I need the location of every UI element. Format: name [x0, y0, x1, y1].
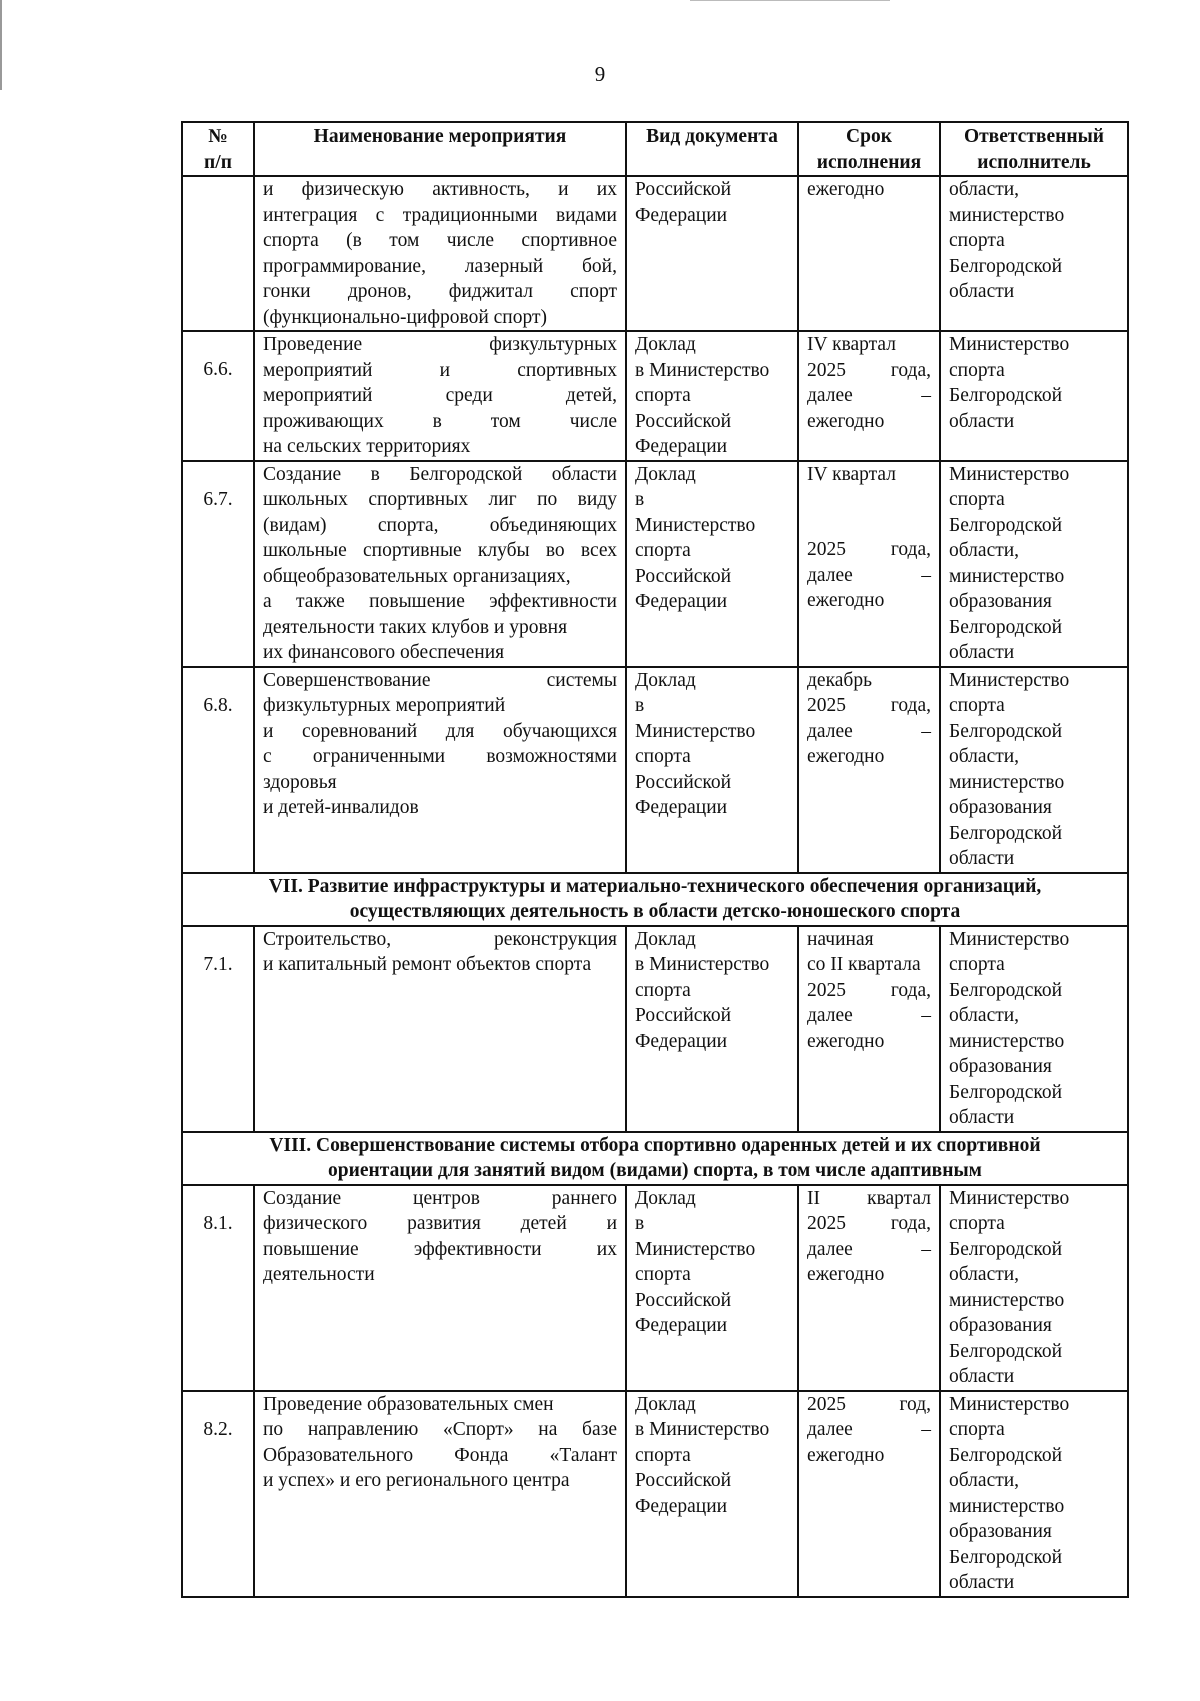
text-line: Российской [635, 565, 732, 587]
text-line: Министерство [949, 334, 1070, 355]
text-line: школьных спортивных лиг по виду [263, 489, 617, 510]
text-line: 2025 года, [807, 695, 931, 716]
text-line: министерство [949, 1289, 1065, 1311]
text-line: Белгородской [949, 616, 1063, 638]
text-line: физического развития детей и [263, 1213, 617, 1234]
header-name-label: Наименование мероприятия [313, 126, 567, 147]
text-line: Федерации [635, 591, 728, 612]
text-line: IV квартал [807, 463, 896, 485]
row-num: 8.1. [182, 1185, 254, 1391]
text-line: в Министерство [635, 1419, 770, 1440]
text-line: Доклад [635, 928, 696, 950]
text-line: и соревнований для обучающихся [263, 720, 617, 742]
text-line: далее – [807, 385, 931, 406]
text-line: Белгородской [949, 1238, 1063, 1260]
text-line: Министерство [949, 669, 1070, 691]
table-row [182, 461, 1128, 667]
text-line: министерство [949, 204, 1065, 226]
text-line: области [949, 642, 1015, 663]
row-responsible [940, 667, 1128, 873]
text-line: области [949, 1572, 1015, 1593]
text-line: области [949, 848, 1015, 869]
text-line: и капитальный ремонт объектов спорта [263, 954, 592, 975]
row-deadline [798, 926, 940, 1132]
scan-top-line [690, 0, 890, 1]
header-deadline-line-1: Срок [846, 126, 892, 147]
text-line: спорта [635, 540, 691, 561]
text-line: Белгородской [949, 1444, 1063, 1466]
section-title-line: осуществляющих деятельность в области детско-юношеского спорта [349, 901, 961, 922]
row-doc-type [626, 667, 798, 873]
row-responsible [940, 1391, 1128, 1597]
text-line: повышение эффективности их [263, 1238, 617, 1260]
text-line: далее – [807, 1238, 931, 1260]
text-line: Белгородской [949, 822, 1063, 844]
text-line: ежегодно [807, 1264, 885, 1285]
text-line: Российской [635, 179, 732, 200]
text-line: в [635, 489, 645, 510]
text-line: Совершенствование системы [263, 669, 617, 691]
text-line: декабрь [807, 669, 872, 691]
row-doc-type [626, 331, 798, 461]
text-line: далее – [807, 720, 931, 742]
row-doc-type [626, 461, 798, 667]
row-num [182, 176, 254, 331]
text-line: далее – [807, 564, 931, 586]
text-line: Доклад [635, 463, 696, 485]
text-line: области, [949, 1005, 1020, 1026]
row-name [254, 926, 626, 1132]
text-line: спорта [949, 230, 1005, 251]
text-line: ежегодно [807, 1444, 885, 1466]
text-line: спорта [635, 1444, 691, 1466]
page-number: 9 [594, 62, 606, 86]
text-line: Российской [635, 410, 732, 432]
text-line: Проведение образовательных смен [263, 1393, 554, 1415]
header-responsible [940, 122, 1128, 176]
row-responsible [940, 1185, 1128, 1391]
text-line: в [635, 1213, 645, 1234]
text-line: спорта [949, 954, 1005, 975]
row-name [254, 331, 626, 461]
row-num: 7.1. [182, 926, 254, 1132]
text-line: Проведение физкультурных [263, 334, 617, 355]
text-line: спорта [949, 695, 1005, 716]
table-row [182, 667, 1128, 873]
header-num-line-1: № [208, 126, 228, 147]
row-num: 6.6. [182, 331, 254, 461]
text-line: в [635, 695, 645, 716]
header-responsible-line-2: исполнитель [977, 151, 1091, 173]
text-line: области [949, 410, 1015, 432]
text-line: здоровья [263, 771, 337, 793]
text-line: Образовательного Фонда «Талант [263, 1444, 617, 1466]
row-deadline [798, 667, 940, 873]
text-line: министерство [949, 565, 1065, 587]
text-line: Белгородской [949, 255, 1063, 277]
text-line: области, [949, 746, 1020, 767]
text-line: деятельности [263, 1264, 375, 1285]
text-line: министерство [949, 1030, 1065, 1052]
header-deadline-line-2: исполнения [816, 151, 922, 173]
text-line: Министерство [949, 463, 1070, 485]
activities-table [181, 121, 1129, 1598]
text-line: (видам) спорта, объединяющих [263, 514, 617, 536]
text-line: спорта [635, 1264, 691, 1285]
text-line: 2025 года, [807, 539, 931, 560]
section-heading-row [182, 1132, 1128, 1185]
text-line: и физическую активность, и их [263, 179, 617, 200]
text-line: Федерации [635, 1495, 728, 1517]
text-line: образования [949, 1521, 1052, 1542]
text-line: Министерство [635, 1238, 756, 1260]
row-num: 8.2. [182, 1391, 254, 1597]
text-line: Доклад [635, 334, 696, 355]
text-line: Российской [635, 1470, 732, 1491]
text-line: образования [949, 1315, 1052, 1336]
text-line: а также повышение эффективности [263, 591, 617, 612]
text-line: II квартал [807, 1187, 931, 1209]
text-line: Белгородской [949, 979, 1063, 1001]
text-line: области, [949, 179, 1020, 200]
table-row [182, 1185, 1128, 1391]
text-line: с ограниченными возможностями [263, 746, 617, 767]
text-line: Белгородской [949, 1546, 1063, 1568]
text-line: Доклад [635, 1187, 696, 1209]
text-line: Федерации [635, 797, 728, 818]
text-line: (функционально-цифровой спорт) [263, 306, 547, 328]
header-name [254, 122, 626, 176]
text-line: и детей-инвалидов [263, 797, 419, 818]
text-line: далее – [807, 1419, 931, 1440]
text-line: программирование, лазерный бой, [263, 255, 617, 277]
row-responsible [940, 331, 1128, 461]
text-line: далее – [807, 1005, 931, 1026]
text-line: Российской [635, 1289, 732, 1311]
row-deadline [798, 176, 940, 331]
row-doc-type [626, 926, 798, 1132]
text-line: Министерство [949, 1187, 1070, 1209]
text-line: на сельских территориях [263, 436, 471, 457]
section-title-line: ориентации для занятий видом (видами) спорта, в том числе адаптивным [328, 1160, 982, 1181]
header-deadline [798, 122, 940, 176]
text-line: области [949, 281, 1015, 302]
text-line: Федерации [635, 204, 728, 226]
row-deadline [798, 1391, 940, 1597]
text-line: проживающих в том числе [263, 410, 617, 432]
text-line: мероприятий среди детей, [263, 385, 617, 406]
text-line: Белгородской [949, 385, 1063, 406]
text-line: гонки дронов, фиджитал спорт [263, 281, 617, 302]
table-row [182, 1391, 1128, 1597]
text-line: Доклад [635, 1393, 696, 1415]
text-line: образования [949, 797, 1052, 818]
text-line: Российской [635, 771, 732, 793]
text-line: спорта [635, 385, 691, 406]
text-line: министерство [949, 771, 1065, 793]
text-line: спорта [949, 489, 1005, 510]
text-line: министерство [949, 1495, 1065, 1517]
text-line: Создание центров раннего [263, 1187, 617, 1209]
text-line: области, [949, 1470, 1020, 1491]
text-line: Федерации [635, 436, 728, 457]
text-line: Министерство [949, 928, 1070, 950]
header-num [182, 122, 254, 176]
header-responsible-line-1: Ответственный [963, 126, 1105, 147]
text-line: их финансового обеспечения [263, 642, 505, 663]
section-title-line: VIII. Совершенствование системы отбора спортивно одаренных детей и их спортивной [269, 1134, 1041, 1156]
text-line: ежегодно [807, 1030, 885, 1052]
table-row [182, 176, 1128, 331]
text-line: школьные спортивные клубы во всех [263, 540, 617, 561]
row-responsible [940, 926, 1128, 1132]
text-line: спорта [949, 1213, 1005, 1234]
row-name [254, 461, 626, 667]
text-line: 2025 года, [807, 359, 931, 381]
row-doc-type [626, 1185, 798, 1391]
section-heading-row [182, 873, 1128, 926]
text-line: Федерации [635, 1030, 728, 1052]
text-line: в Министерство [635, 954, 770, 975]
text-line: общеобразовательных организациях, [263, 565, 571, 587]
text-line: спорта [635, 746, 691, 767]
text-line: спорта [635, 979, 691, 1001]
text-line: начиная [807, 928, 874, 950]
row-deadline [798, 461, 940, 667]
text-line: области [949, 1107, 1015, 1128]
text-line: физкультурных мероприятий [263, 695, 506, 716]
text-line: Белгородской [949, 1340, 1063, 1362]
text-line: Министерство [635, 514, 756, 536]
row-deadline [798, 331, 940, 461]
section-title-line: VII. Развитие инфраструктуры и материально-технического обеспечения организаций, [268, 875, 1042, 897]
text-line: Белгородской [949, 1081, 1063, 1103]
row-name [254, 176, 626, 331]
text-line: образования [949, 1056, 1052, 1077]
text-line: Создание в Белгородской области [263, 463, 617, 485]
row-name [254, 1185, 626, 1391]
text-line: Российской [635, 1005, 732, 1026]
text-line: Федерации [635, 1315, 728, 1336]
row-name [254, 667, 626, 873]
text-line: области [949, 1366, 1015, 1387]
text-line: Министерство [635, 720, 756, 742]
text-line: мероприятий и спортивных [263, 359, 617, 381]
text-line: Строительство, реконструкция [263, 928, 617, 950]
text-line: Доклад [635, 669, 696, 691]
row-num: 6.8. [182, 667, 254, 873]
text-line: и успех» и его регионального центра [263, 1470, 570, 1491]
text-line: Белгородской [949, 720, 1063, 742]
table-row [182, 331, 1128, 461]
section-heading [182, 1132, 1128, 1185]
text-line: 2025 года, [807, 979, 931, 1001]
text-line: спорта [949, 359, 1005, 381]
text-line: ежегодно [807, 590, 885, 611]
text-line: спорта [949, 1419, 1005, 1440]
row-doc-type [626, 176, 798, 331]
table-header-row [182, 122, 1128, 176]
text-line: спорта (в том числе спортивное [263, 230, 617, 251]
section-heading [182, 873, 1128, 926]
row-deadline [798, 1185, 940, 1391]
text-line: 2025 года, [807, 1213, 931, 1234]
table-row [182, 926, 1128, 1132]
text-line: Белгородской [949, 514, 1063, 536]
row-name [254, 1391, 626, 1597]
header-num-line-2: п/п [204, 151, 232, 173]
text-line: деятельности таких клубов и уровня [263, 616, 568, 638]
header-doc-type [626, 122, 798, 176]
text-line: интеграция с традиционными видами [263, 204, 617, 226]
text-line: ежегодно [807, 746, 885, 767]
row-num: 6.7. [182, 461, 254, 667]
row-responsible [940, 176, 1128, 331]
text-line: по направлению «Спорт» на базе [263, 1419, 617, 1440]
text-line: IV квартал [807, 334, 896, 355]
text-line: ежегодно [807, 179, 885, 200]
text-line: 2025 год, [807, 1393, 931, 1415]
text-line: образования [949, 591, 1052, 612]
text-line: Министерство [949, 1393, 1070, 1415]
row-responsible [940, 461, 1128, 667]
text-line: в Министерство [635, 359, 770, 381]
text-line: ежегодно [807, 410, 885, 432]
text-line: области, [949, 540, 1020, 561]
text-line: области, [949, 1264, 1020, 1285]
row-doc-type [626, 1391, 798, 1597]
header-doc-type-label: Вид документа [646, 126, 778, 147]
text-line: со II квартала [807, 954, 921, 975]
